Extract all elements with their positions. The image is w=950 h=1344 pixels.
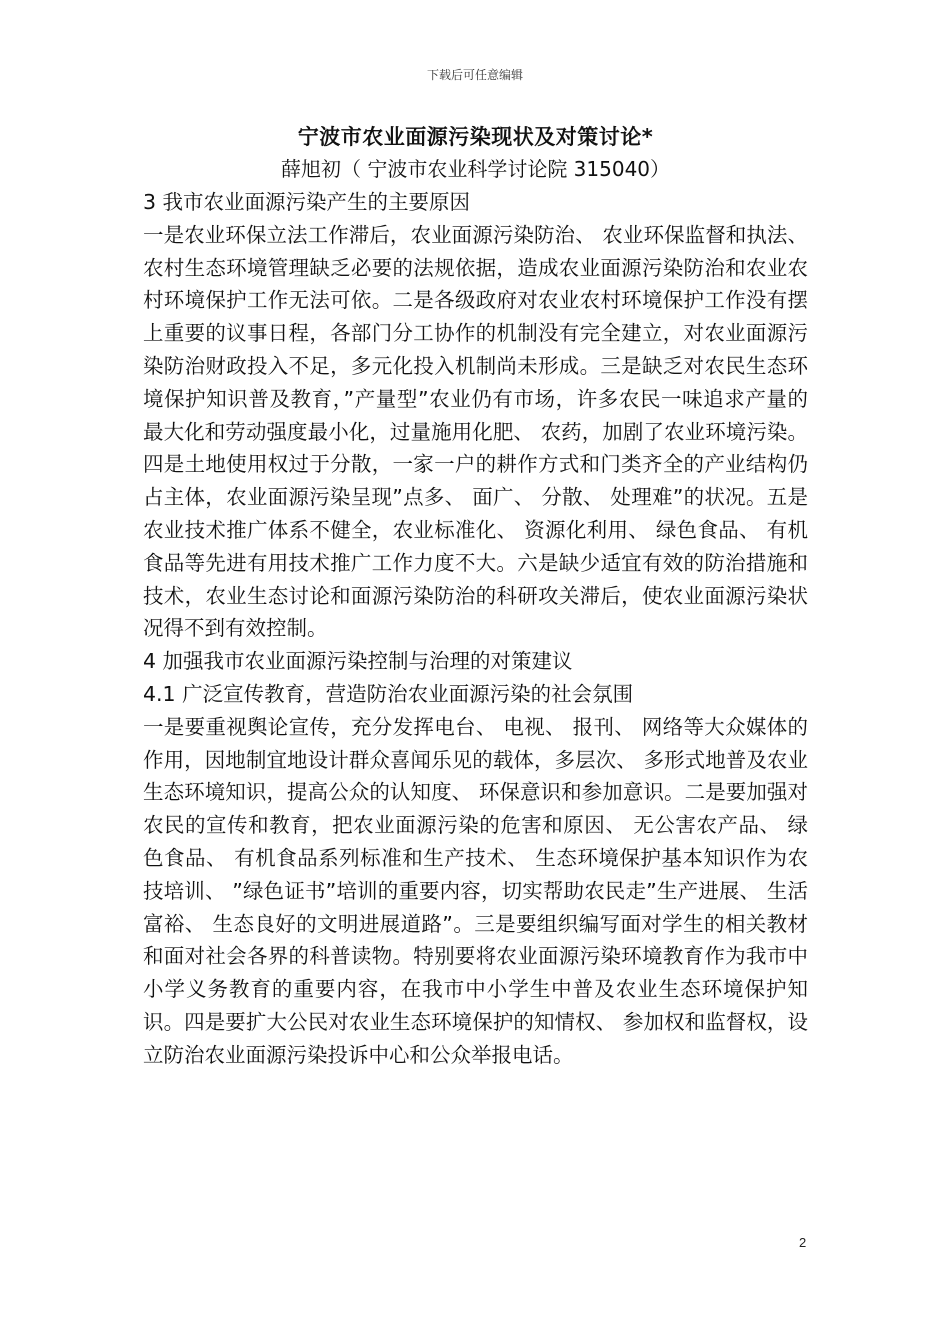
paragraph-causes: 一是农业环保立法工作滞后，农业面源污染防治、 农业环保监督和执法、 农村生态环境管理缺乏必要的法规依据，造成农业面源污染防治和农业农村环境保护工作无法可依。二是各级政府对农业农村环境保护工作没有摆上重要的议事日程，各部门分工协作的机制没有完全建立，对农业面源污染防治财政投入不足，多元化投入机制尚未形成。三是缺乏对农民生态环境保护知识普及教育，”产量型”农业仍有市场，许多农民一味追求产量的最大化和劳动强度最小化，过量施用化肥、 农药，加剧了农业环境污染。四是土地使用权过于分散，一家一户的耕作方式和门类齐全的产业结构仍占主体，农业面源污染呈现”点多、 面广、 分散、 处理难”的状况。五是农业技术推广体系不健全，农业标准化、 资源化利用、 绿色食品、 有机食品等先进有用技术推广工作力度不大。六是缺少适宜有效的防治措施和技术，农业生态讨论和面源污染防治的科研攻关滞后，使农业面源污染状况得不到有效控制。	[143, 222, 808, 641]
author-affiliation: 薛旭初（ 宁波市农业科学讨论院 315040）	[280, 157, 671, 181]
page-header-note: 下载后可任意编辑	[426, 68, 523, 82]
section-heading-4: 4 加强我市农业面源污染控制与治理的对策建议	[143, 649, 573, 674]
page-number: 2	[799, 1235, 807, 1250]
subsection-heading-4-1: 4.1 广泛宣传教育，营造防治农业面源污染的社会氛围	[143, 681, 634, 706]
document-body	[143, 122, 808, 1072]
section-heading-3: 3 我市农业面源污染产生的主要原因	[143, 190, 471, 214]
document-title: 宁波市农业面源污染现状及对策讨论*	[297, 125, 654, 149]
paragraph-education: 一是要重视舆论宣传，充分发挥电台、 电视、 报刊、 网络等大众媒体的作用，因地制宜地设计群众喜闻乐见的载体，多层次、 多形式地普及农业生态环境知识，提高公众的认知度、 环保意识和参加意识。二是要加强对农民的宣传和教育，把农业面源污染的危害和原因、 无公害农产品、 绿色食品、 有机食品系列标准和生产技术、 生态环境保护基本知识作为农技培训、 ”绿色证书”培训的重要内容，切实帮助农民走”生产进展、 生活富裕、 生态良好的文明进展道路”。三是要组织编写面对学生的相关教材和面对社会各界的科普读物。特别要将农业面源污染环境教育作为我市中小学义务教育的重要内容，在我市中小学生中普及农业生态环境保护知识。四是要扩大公民对农业生态环境保护的知情权、 参加权和监督权，设立防治农业面源污染投诉中心和公众举报电话。	[143, 714, 808, 1067]
